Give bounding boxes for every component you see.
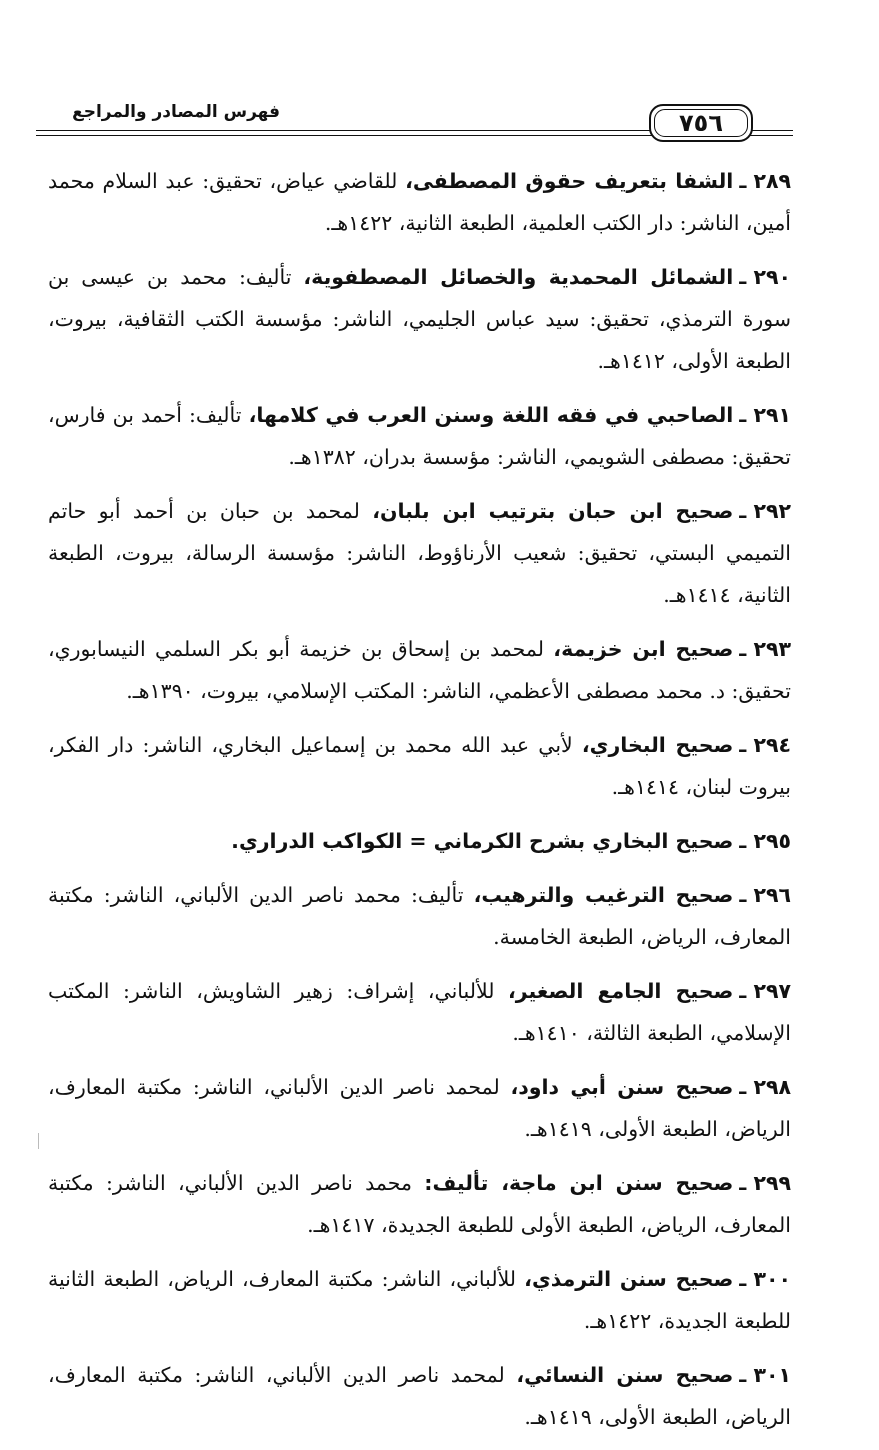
entry-title: الصاحبي في فقه اللغة وسنن العرب في كلامها،: [248, 403, 734, 427]
entry-number: ٢٩٢ ـ: [739, 499, 791, 523]
entry-number: ٢٩٠ ـ: [739, 265, 791, 289]
entry-title: صحيح البخاري،: [581, 733, 734, 757]
bibliography-entry: [48, 394, 791, 478]
entry-number: ٢٩٥ ـ: [739, 829, 791, 853]
entry-title: الشفا بتعريف حقوق المصطفى،: [405, 169, 734, 193]
bibliography-entry: [48, 820, 791, 862]
bibliography-entry: [48, 724, 791, 808]
entry-title: صحيح سنن النسائي،: [516, 1363, 734, 1387]
entry-details: لأبي عبد الله محمد بن إسماعيل البخاري، الناشر: دار الفكر، بيروت لبنان، ١٤١٤هـ.: [48, 733, 791, 799]
page-header: [36, 100, 793, 146]
entry-details: لمحمد ناصر الدين الألباني، الناشر: مكتبة المعارف، الرياض، الطبعة الأولى، ١٤١٩هـ.: [48, 1363, 791, 1429]
entry-title: صحيح سنن أبي داود،: [510, 1075, 734, 1099]
entry-details: تأليف: محمد بن عيسى بن سورة الترمذي، تحقيق: سيد عباس الجليمي، الناشر: مؤسسة الكتب الثقافية، بيروت، الطبعة الأولى، ١٤١٢هـ.: [48, 265, 791, 373]
bibliography-entry: [48, 628, 791, 712]
margin-mark: [38, 1133, 39, 1149]
entry-title: صحيح البخاري بشرح الكرماني = الكواكب الدراري.: [231, 829, 734, 853]
entry-number: ٣٠١ ـ: [739, 1363, 791, 1387]
entry-details: تأليف: محمد ناصر الدين الألباني، الناشر: مكتبة المعارف، الرياض، الطبعة الخامسة.: [48, 883, 791, 949]
entry-title: صحيح سنن ابن ماجة، تأليف:: [424, 1171, 734, 1195]
entry-title: صحيح الجامع الصغير،: [507, 979, 734, 1003]
bibliography-entry: [48, 490, 791, 616]
bibliography-entry: [48, 1258, 791, 1342]
entry-details: لمحمد ناصر الدين الألباني، الناشر: مكتبة المعارف، الرياض، الطبعة الأولى، ١٤١٩هـ.: [48, 1075, 791, 1141]
page-number: ٧٥٦: [679, 109, 723, 137]
bibliography-entry: [48, 970, 791, 1054]
entry-number: ٣٠٠ ـ: [739, 1267, 791, 1291]
entry-details: لمحمد بن حبان بن أحمد أبو حاتم التميمي البستي، تحقيق: شعيب الأرناؤوط، الناشر: مؤسسة الرسالة، بيروت، الطبعة الثانية، ١٤١٤هـ.: [48, 499, 791, 607]
bibliography-entry: [48, 256, 791, 382]
entry-number: ٢٩٨ ـ: [739, 1075, 791, 1099]
entry-number: ٢٩١ ـ: [739, 403, 791, 427]
entry-details: للألباني، الناشر: مكتبة المعارف، الرياض، الطبعة الثانية للطبعة الجديدة، ١٤٢٢هـ.: [48, 1267, 791, 1333]
entry-title: صحيح ابن خزيمة،: [553, 637, 734, 661]
entry-number: ٢٨٩ ـ: [739, 169, 792, 193]
entry-details: لمحمد بن إسحاق بن خزيمة أبو بكر السلمي النيسابوري، تحقيق: د. محمد مصطفى الأعظمي، الناشر: المكتب الإسلامي، بيروت، ١٣٩٠هـ.: [48, 637, 791, 703]
running-title: فهرس المصادر والمراجع: [36, 100, 284, 124]
bibliography-entry: [48, 874, 791, 958]
entry-title: صحيح الترغيب والترهيب،: [473, 883, 734, 907]
entry-title: صحيح ابن حبان بترتيب ابن بلبان،: [372, 499, 734, 523]
bibliography-entry: [48, 1354, 791, 1438]
entry-title: الشمائل المحمدية والخصائل المصطفوية،: [303, 265, 734, 289]
entry-number: ٢٩٩ ـ: [739, 1171, 791, 1195]
entry-details: للألباني، إشراف: زهير الشاويش، الناشر: المكتب الإسلامي، الطبعة الثالثة، ١٤١٠هـ.: [48, 979, 791, 1045]
entry-number: ٢٩٧ ـ: [739, 979, 791, 1003]
bibliography-entry: [48, 160, 791, 244]
page-number-frame: [649, 104, 753, 142]
entry-number: ٢٩٦ ـ: [739, 883, 792, 907]
entry-number: ٢٩٤ ـ: [739, 733, 791, 757]
entry-details: للقاضي عياض، تحقيق: عبد السلام محمد أمين، الناشر: دار الكتب العلمية، الطبعة الثانية، ١٤٢٢هـ.: [48, 169, 791, 235]
entry-title: صحيح سنن الترمذي،: [524, 1267, 734, 1291]
entry-details: محمد ناصر الدين الألباني، الناشر: مكتبة المعارف، الرياض، الطبعة الأولى للطبعة الجديدة، ١٤١٧هـ.: [48, 1171, 791, 1237]
bibliography-entry: [48, 1066, 791, 1150]
entry-number: ٢٩٣ ـ: [739, 637, 791, 661]
entry-details: تأليف: أحمد بن فارس، تحقيق: مصطفى الشويمي، الناشر: مؤسسة بدران، ١٣٨٢هـ.: [48, 403, 791, 469]
bibliography-list: [48, 160, 791, 1450]
bibliography-entry: [48, 1162, 791, 1246]
